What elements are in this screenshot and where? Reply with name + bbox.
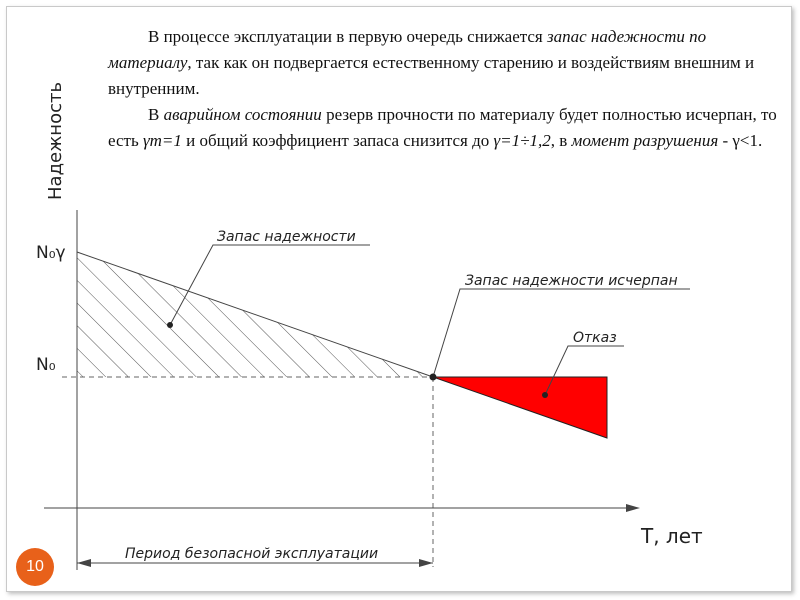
p2-text-g: - γ<1. (718, 131, 763, 150)
p2-text-c: резерв прочности по материалу будет полностью исчерпан, то есть (108, 105, 777, 150)
x-axis-arrow (626, 504, 640, 512)
p1-emphasis: запас надежности по материалу (108, 27, 707, 72)
tick-label-upper: N₀γ (36, 243, 66, 263)
tick-label-lower: N₀ (36, 355, 56, 375)
p2-gamma-range: γ=1÷1,2 (493, 131, 551, 150)
label-failure: Отказ (573, 330, 617, 346)
exhaustion-point (430, 374, 437, 381)
p1-text-c: , так как он подвергается естественному старению и воздействиям внешним и внутренним. (108, 53, 755, 98)
p2-emphasis-1: аварийном состоянии (163, 105, 322, 124)
label-reserve: Запас надежности (217, 229, 356, 245)
page-number: 10 (26, 558, 44, 575)
x-axis-label: Т, лет (641, 524, 703, 548)
label-exhausted: Запас надежности исчерпан (465, 273, 678, 289)
p1-text-a: В процессе эксплуатации в первую очередь снижается (148, 27, 547, 46)
p2-text-e: , в (550, 131, 572, 150)
p2-text-d: и общий коэффициент запаса снизится до (181, 131, 494, 150)
label-period: Период безопасной эксплуатации (125, 546, 379, 562)
period-arrow-right (419, 559, 433, 567)
failure-region (433, 377, 607, 438)
page-number-badge (16, 548, 54, 586)
p2-text-a: В (148, 105, 164, 124)
p2-gamma-m: γm=1 (142, 131, 182, 150)
p2-emphasis-2: момент разрушения (571, 131, 719, 150)
y-axis-label: Надежность (45, 81, 66, 200)
exhausted-leader-line (433, 289, 690, 377)
reserve-leader-dot (167, 322, 173, 328)
period-arrow-left (77, 559, 91, 567)
failure-leader-dot (542, 392, 548, 398)
